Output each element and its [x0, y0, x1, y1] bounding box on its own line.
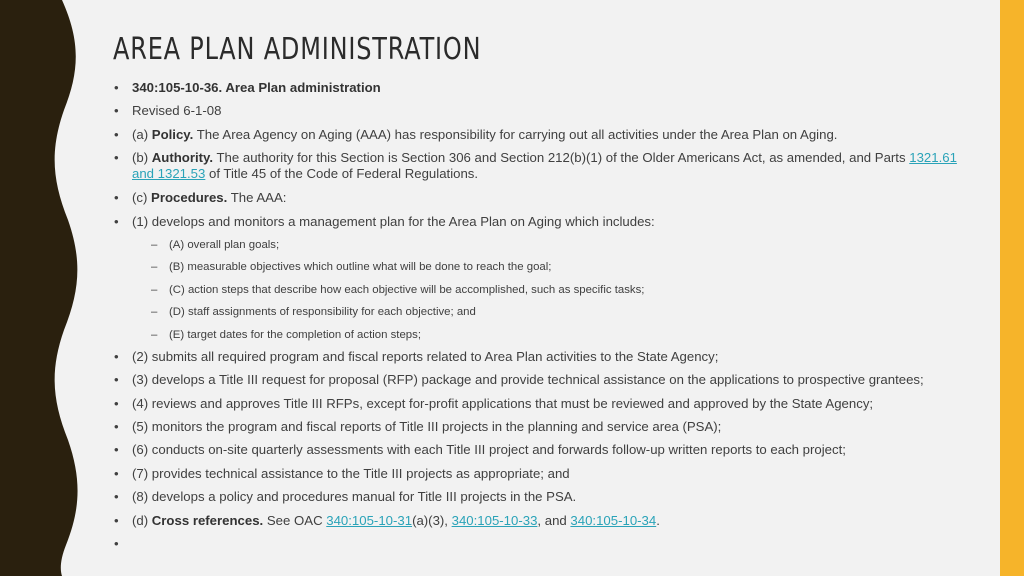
bullet-technical-assistance: • (7) provides technical assistance to the Title III projects as appropriate; and — [113, 466, 973, 482]
sub-bullet-target-dates: – (E) target dates for the completion of action steps; — [151, 327, 973, 343]
bullet-section-heading — [113, 80, 973, 96]
bullet-cross-references — [113, 513, 973, 529]
procedures-text: The AAA: — [227, 190, 287, 206]
bullet-procedures — [113, 190, 973, 206]
section-heading-text: 340:105-10-36. Area Plan administration — [132, 80, 381, 95]
slide-title: AREA PLAN ADMINISTRATION — [113, 32, 482, 67]
bullet-rfp-package: • (3) develops a Title III request for proposal (RFP) package and provide technical assistance on the applications to prospective grantees; — [113, 372, 973, 388]
bullet-monitoring: • (5) monitors the program and fiscal reports of Title III projects in the planning and service area (PSA); — [113, 419, 973, 435]
bullet-list — [113, 80, 973, 559]
authority-text-end: of Title 45 of the Code of Federal Regulations. — [205, 166, 479, 182]
sub-bullet-staff-assignments: – (D) staff assignments of responsibility for each objective; and — [151, 304, 973, 320]
cross-ref-text-3: , and — [537, 512, 571, 528]
policy-prefix: (a) — [132, 126, 152, 142]
bullet-policy — [113, 127, 973, 143]
authority-prefix: (b) — [132, 150, 152, 166]
bullet-rfp-review: • (4) reviews and approves Title III RFPs, except for-profit applications that must be reviewed and approved by the State Agency; — [113, 396, 973, 412]
policy-label: Policy. — [151, 126, 194, 142]
sub-bullet-objectives: – (B) measurable objectives which outline what will be done to reach the goal; — [151, 259, 973, 275]
cross-ref-prefix: (d) — [132, 512, 152, 528]
cross-ref-text-4: . — [656, 512, 660, 528]
bullet-revised: • Revised 6-1-08 — [113, 103, 973, 119]
oac-link-10-33[interactable]: 340:105-10-33 — [451, 512, 538, 528]
cross-ref-text-2: (a)(3), — [412, 512, 452, 528]
sub-bullet-goals: – (A) overall plan goals; — [151, 237, 973, 253]
cfr-parts-link[interactable]: 1321.61 and 1321.53 — [132, 150, 957, 182]
cross-ref-label: Cross references. — [151, 512, 264, 528]
authority-text: The authority for this Section is Section 306 and Section 212(b)(1) of the Older Americans Act, as amended, and Parts — [213, 150, 910, 166]
bullet-authority — [113, 150, 973, 182]
sub-bullet-action-steps: – (C) action steps that describe how each objective will be accomplished, such as specific tasks; — [151, 282, 973, 298]
authority-label: Authority. — [151, 150, 214, 166]
cross-ref-text: See OAC — [263, 512, 327, 528]
bullet-empty — [113, 536, 973, 552]
procedures-label: Procedures. — [151, 190, 228, 206]
oac-link-10-34[interactable]: 340:105-10-34 — [570, 512, 657, 528]
bullet-procedures-manual: • (8) develops a policy and procedures manual for Title III projects in the PSA. — [113, 489, 973, 505]
procedures-prefix: (c) — [132, 190, 152, 206]
bullet-reports: • (2) submits all required program and fiscal reports related to Area Plan activities to the State Agency; — [113, 349, 973, 365]
policy-text: The Area Agency on Aging (AAA) has responsibility for carrying out all activities under the Area Plan on Aging. — [193, 126, 838, 142]
oac-link-10-31[interactable]: 340:105-10-31 — [326, 512, 413, 528]
bullet-management-plan: • (1) develops and monitors a management plan for the Area Plan on Aging which includes: — [113, 214, 973, 230]
bullet-assessments: • (6) conducts on-site quarterly assessments with each Title III project and forwards follow-up written reports to each project; — [113, 442, 973, 458]
